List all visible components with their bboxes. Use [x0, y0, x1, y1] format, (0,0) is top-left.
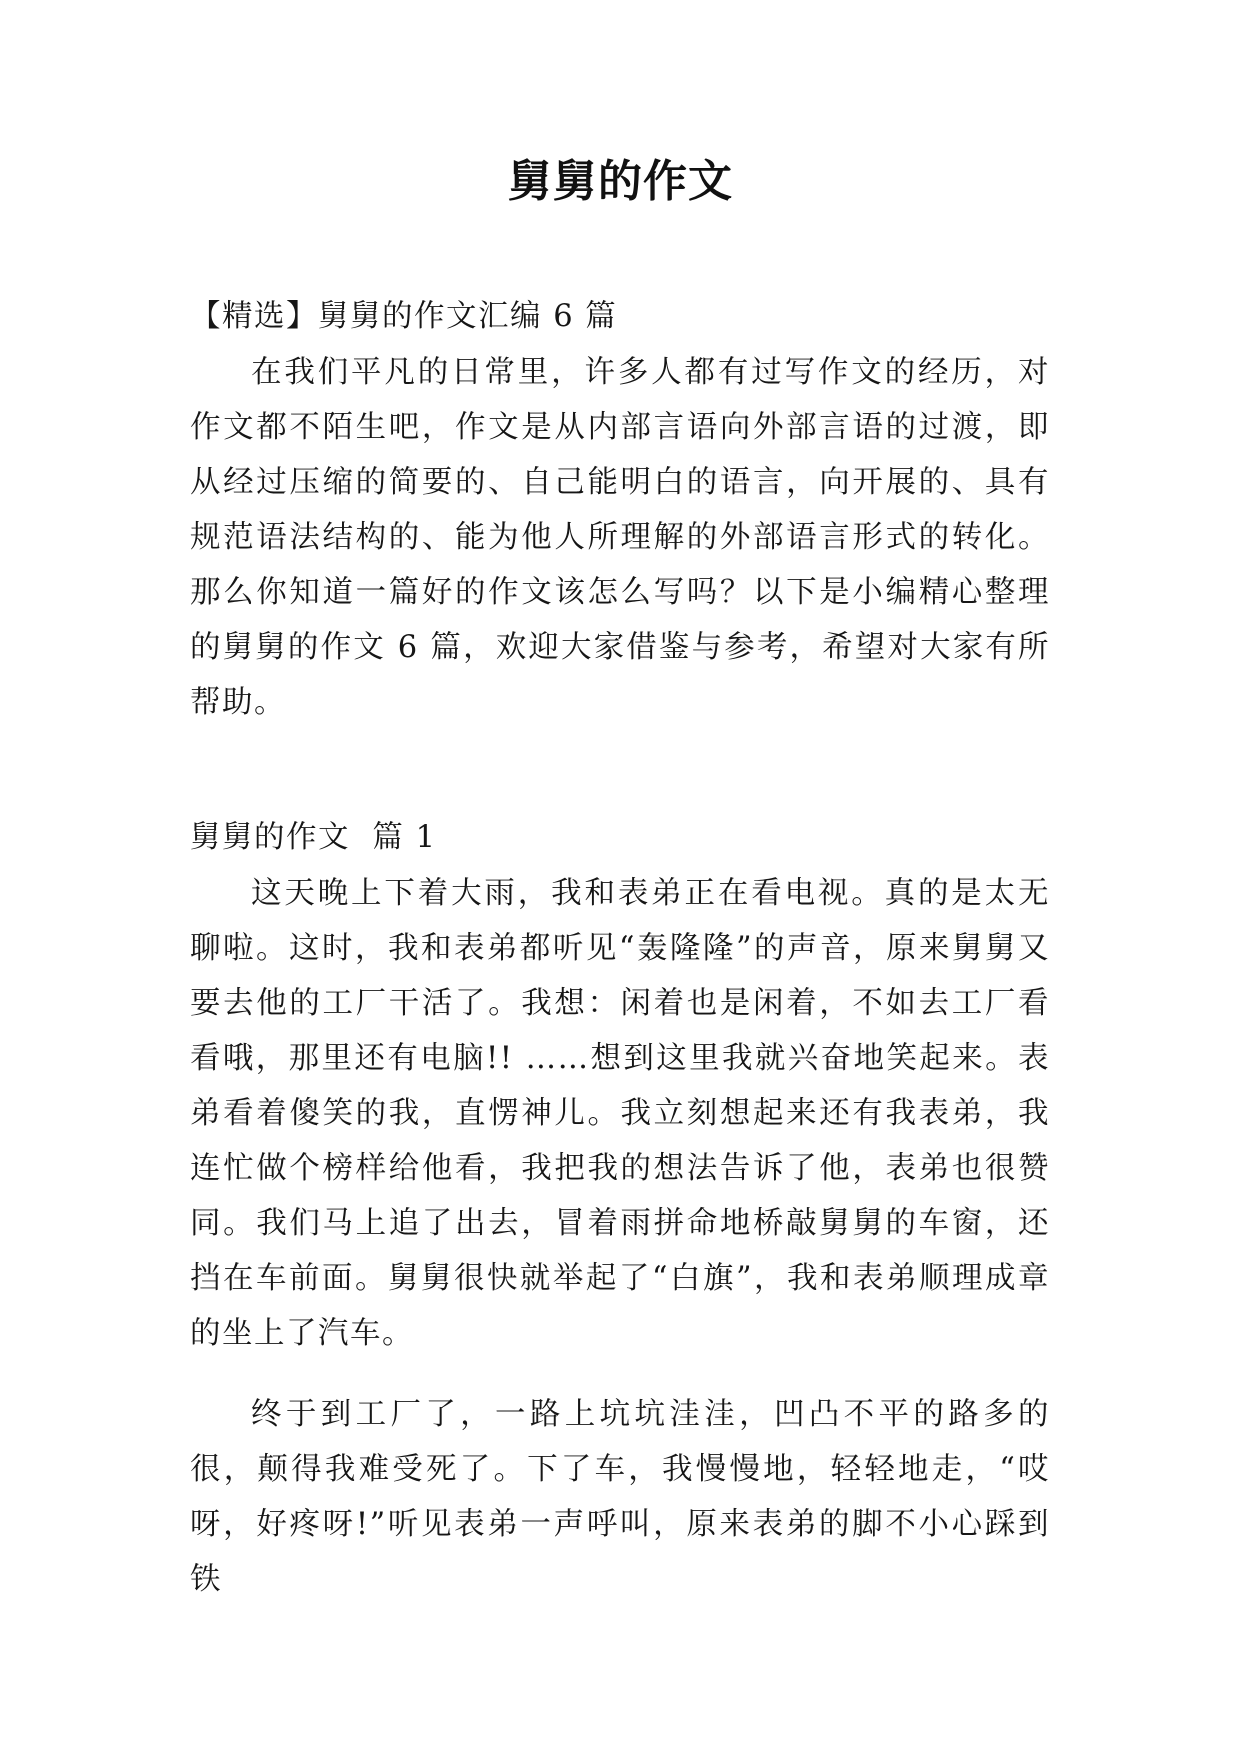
body-paragraph-text: 终于到工厂了，一路上坑坑洼洼，凹凸不平的路多的很，颠得我难受死了。下了车，我慢慢地，轻轻地走，“哎呀，好疼呀!”听见表弟一声呼叫，原来表弟的脚不小心踩到铁	[190, 1397, 1050, 1597]
body-paragraph	[190, 1387, 1050, 1607]
intro-paragraph	[190, 345, 1050, 730]
section-heading-text: 舅舅的作文 篇 1	[190, 820, 437, 855]
body-paragraph-text: 这天晚上下着大雨，我和表弟正在看电视。真的是太无聊啦。这时，我和表弟都听见“轰隆隆”的声音，原来舅舅又要去他的工厂干活了。我想：闲着也是闲着，不如去工厂看看哦，那里还有电脑!! ……想到这里我就兴奋地笑起来。表弟看着傻笑的我，直愣神儿。我立刻想起来还有我表弟，我连忙做个榜样给他看，我把我的想法告诉了他，表弟也很赞同。我们马上追了出去，冒着雨拼命地桥敲舅舅的车窗，还挡在车前面。舅舅很快就举起了“白旗”，我和表弟顺理成章的坐上了汽车。	[190, 876, 1050, 1351]
subtitle-text: 【精选】舅舅的作文汇编 6 篇	[190, 299, 618, 334]
document-subtitle	[190, 289, 1050, 344]
intro-text: 在我们平凡的日常里，许多人都有过写作文的经历，对作文都不陌生吧，作文是从内部言语向外部言语的过渡，即从经过压缩的简要的、自己能明白的语言，向开展的、具有规范语法结构的、能为他人所理解的外部语言形式的转化。那么你知道一篇好的作文该怎么写吗？以下是小编精心整理的舅舅的作文 6 篇，欢迎大家借鉴与参考，希望对大家有所帮助。	[190, 355, 1050, 720]
document-title: 舅舅的作文	[508, 156, 733, 207]
body-paragraph	[190, 866, 1050, 1361]
section-heading	[190, 810, 1050, 865]
